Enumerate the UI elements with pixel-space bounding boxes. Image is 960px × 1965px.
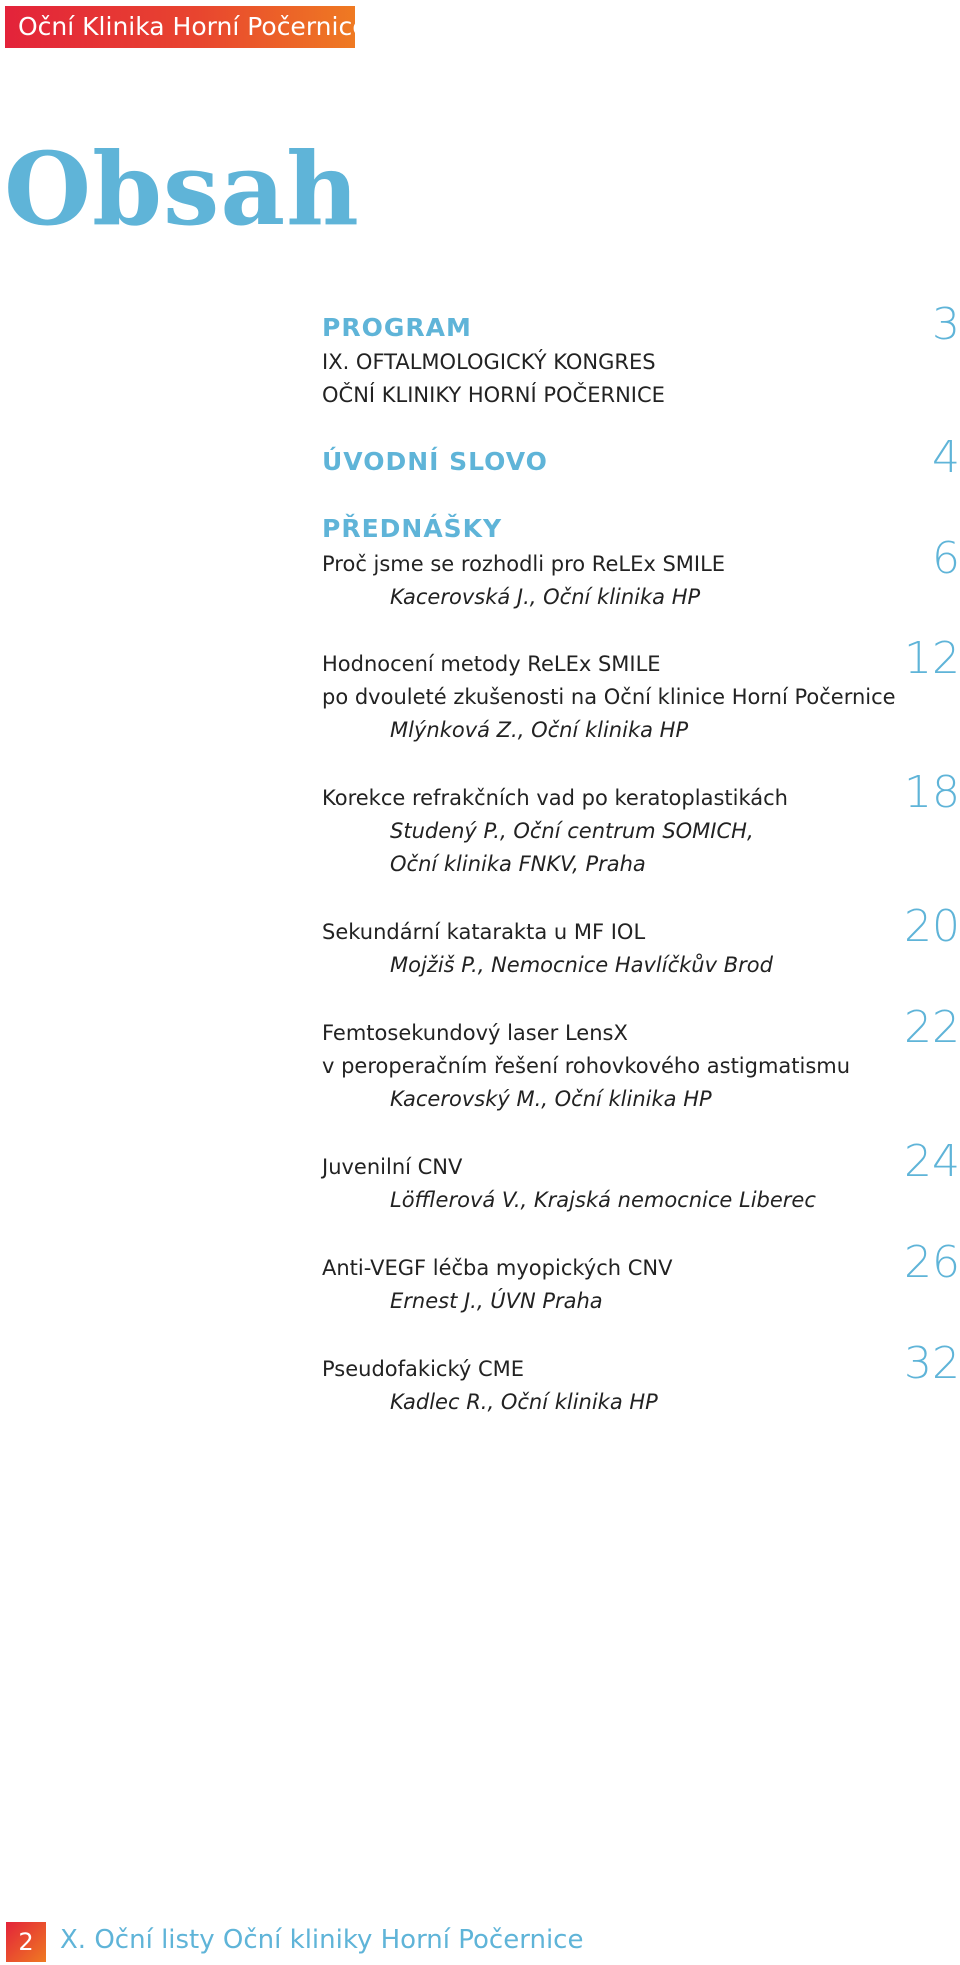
toc-entry-author: Ernest J., ÚVN Praha xyxy=(390,1289,603,1313)
toc-entry-title: Hodnocení metody ReLEx SMILE xyxy=(322,652,661,676)
toc-entry-title: v peroperačním řešení rohovkového astigmatismu xyxy=(322,1054,851,1078)
section-heading-uvodni-slovo: ÚVODNÍ SLOVO xyxy=(322,447,548,476)
toc-line: OČNÍ KLINIKY HORNÍ POČERNICE xyxy=(322,383,665,407)
toc-entry-title: po dvouleté zkušenosti na Oční klinice Horní Počernice xyxy=(322,685,896,709)
toc-entry-title: Proč jsme se rozhodli pro ReLEx SMILE xyxy=(322,552,726,576)
page-number: 18 xyxy=(904,767,960,818)
page-number: 4 xyxy=(932,432,960,483)
toc-entry-title: Pseudofakický CME xyxy=(322,1357,525,1381)
page-number: 3 xyxy=(932,299,960,350)
toc-line: IX. OFTALMOLOGICKÝ KONGRES xyxy=(322,350,656,374)
toc-entry-author: Studený P., Oční centrum SOMICH, xyxy=(390,819,754,843)
page-number: 24 xyxy=(904,1136,960,1187)
toc-entry-author: Kadlec R., Oční klinika HP xyxy=(390,1390,658,1414)
toc-entry-title: Femtosekundový laser LensX xyxy=(322,1021,628,1045)
page-number: 20 xyxy=(904,901,960,952)
page-number: 32 xyxy=(904,1338,960,1389)
header-tab: Oční Klinika Horní Počernice xyxy=(5,6,355,48)
section-heading-prednasky: PŘEDNÁŠKY xyxy=(322,514,503,543)
section-heading-program: PROGRAM xyxy=(322,313,472,342)
page-number: 12 xyxy=(904,633,960,684)
footer-publication-title: X. Oční listy Oční kliniky Horní Počernice xyxy=(60,1925,584,1955)
page-title: Obsah xyxy=(4,130,360,248)
page-number: 22 xyxy=(904,1002,960,1053)
toc-entry-author: Kacerovská J., Oční klinika HP xyxy=(390,585,701,609)
toc-entry-title: Sekundární katarakta u MF IOL xyxy=(322,920,646,944)
toc-entry-author: Oční klinika FNKV, Praha xyxy=(390,852,646,876)
toc-entry-author: Löfflerová V., Krajská nemocnice Liberec xyxy=(390,1188,816,1212)
page-number: 26 xyxy=(904,1237,960,1288)
toc-entry-author: Mlýnková Z., Oční klinika HP xyxy=(390,718,689,742)
toc-entry-author: Mojžiš P., Nemocnice Havlíčkův Brod xyxy=(390,953,773,977)
toc-entry-title: Anti-VEGF léčba myopických CNV xyxy=(322,1256,673,1280)
page-number: 6 xyxy=(932,533,960,584)
toc-entry-title: Juvenilní CNV xyxy=(322,1155,463,1179)
footer-page-number: 2 xyxy=(6,1922,46,1962)
toc-entry-title: Korekce refrakčních vad po keratoplastikách xyxy=(322,786,788,810)
toc-entry-author: Kacerovský M., Oční klinika HP xyxy=(390,1087,712,1111)
